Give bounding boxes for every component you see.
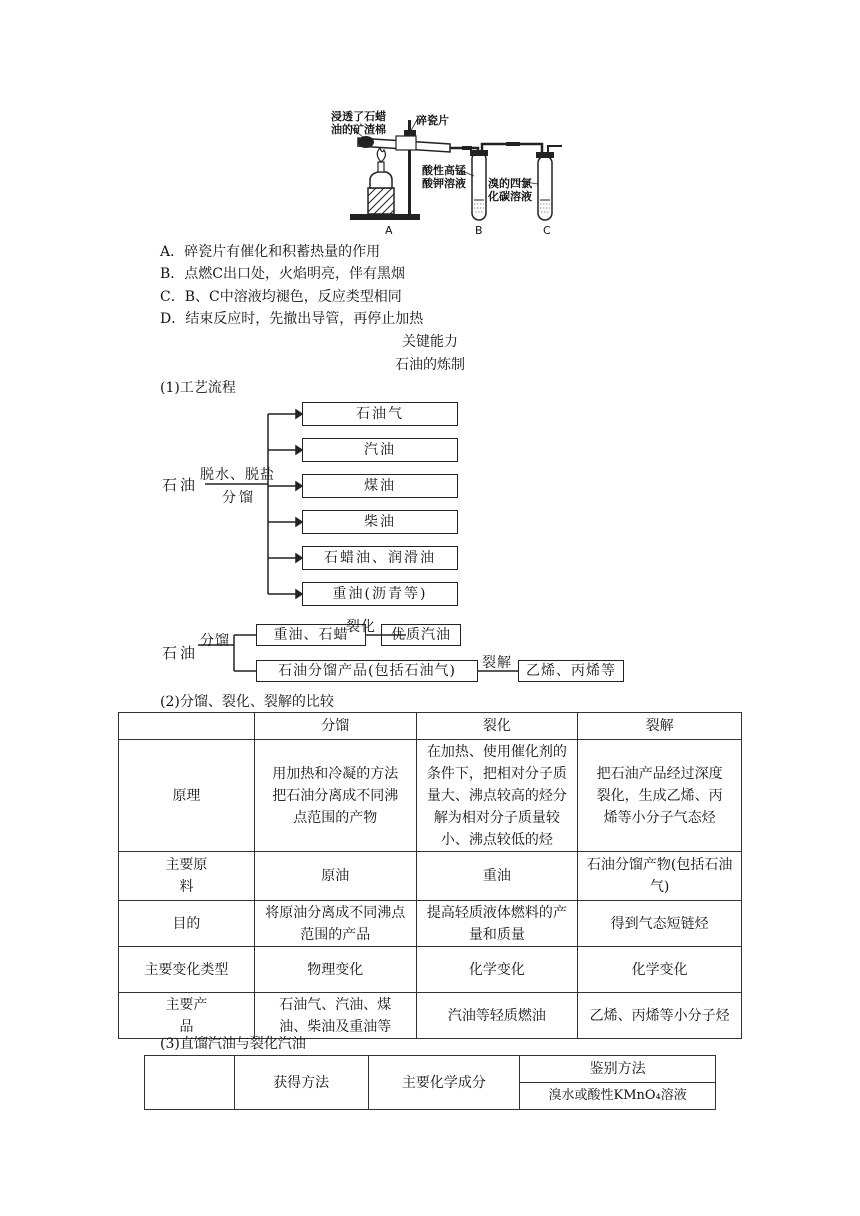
- table-row: [119, 740, 742, 852]
- table-header-cell: 鉴别方法: [520, 1056, 716, 1083]
- table-cell: 在加热、使用催化剂的条件下，把相对分子质量大、沸点较高的烃分解为相对分子质量较小、沸点较低的烃: [416, 740, 578, 852]
- table-header-cell: 主要化学成分: [368, 1056, 520, 1110]
- label-tag-b: B: [475, 224, 483, 237]
- table-header-cell: [145, 1056, 235, 1110]
- table-cell: 主要变化类型: [119, 947, 255, 993]
- table-cell: 石油分馏产物(包括石油气): [578, 852, 742, 901]
- flow2-branch1-process: 裂化: [346, 619, 376, 635]
- flow1-connectors: [160, 400, 470, 610]
- option-b: B．点燃C出口处，火焰明亮，伴有黑烟: [160, 266, 405, 282]
- table-header-cell: 获得方法: [234, 1056, 368, 1110]
- option-c: C．B、C中溶液均褪色，反应类型相同: [160, 289, 402, 305]
- table-cell: 化学变化: [416, 947, 578, 993]
- flow1-product-4: 柴油: [302, 510, 458, 534]
- part1-heading: (1)工艺流程: [160, 380, 236, 396]
- table-cell: 主要产品: [119, 993, 255, 1039]
- part3-heading: (3)直馏汽油与裂化汽油: [160, 1036, 306, 1052]
- table-cell: 汽油等轻质燃油: [416, 993, 578, 1039]
- flow1-source: 石油: [162, 476, 199, 494]
- table-cell: 化学变化: [578, 947, 742, 993]
- table-cell: 将原油分离成不同沸点范围的产品: [254, 901, 416, 947]
- flow2-source: 石油: [162, 644, 199, 662]
- table-cell: 目的: [119, 901, 255, 947]
- table-row: [119, 993, 742, 1039]
- section-subtitle: 石油的炼制: [395, 357, 465, 373]
- table-header-cell: 分馏: [254, 713, 416, 740]
- flow1-product-5: 石蜡油、润滑油: [302, 546, 458, 570]
- flow2-branch1-input: 重油、石蜡: [256, 624, 366, 646]
- table-cell: 主要原料: [119, 852, 255, 901]
- label-wool-line1: 浸透了石蜡: [331, 110, 386, 123]
- part2-heading: (2)分馏、裂化、裂解的比较: [160, 694, 334, 710]
- table-cell: 石油气、汽油、煤油、柴油及重油等: [254, 993, 416, 1039]
- table-cell: 把石油产品经过深度裂化，生成乙烯、丙烯等小分子气态烃: [578, 740, 742, 852]
- table-cell: 用加热和冷凝的方法把石油分离成不同沸点范围的产物: [254, 740, 416, 852]
- table-cell: 得到气态短链烃: [578, 901, 742, 947]
- label-tag-a: A: [385, 224, 393, 237]
- flow2-branch1-output: 优质汽油: [381, 624, 461, 646]
- table-header-cell: 裂化: [416, 713, 578, 740]
- flow1-arrow-top: 脱水、脱盐: [200, 467, 275, 483]
- table-header-cell: 溴水或酸性KMnO₄溶液: [520, 1083, 716, 1110]
- label-kmno4-line2: 酸钾溶液: [422, 177, 466, 190]
- table-header-row: [145, 1056, 716, 1083]
- flow2-branch2-output: 乙烯、丙烯等: [518, 660, 624, 682]
- label-bromine-line2: 化碳溶液: [488, 190, 532, 203]
- flow1-product-1: 石油气: [302, 402, 458, 426]
- table-cell: 提高轻质液体燃料的产量和质量: [416, 901, 578, 947]
- table-cell: 原油: [254, 852, 416, 901]
- gasoline-table: [144, 1055, 716, 1110]
- label-bromine-line1: 溴的四氯: [488, 177, 532, 190]
- table-row: [119, 852, 742, 901]
- table-cell: 重油: [416, 852, 578, 901]
- table-row: [119, 947, 742, 993]
- table-cell: 乙烯、丙烯等小分子烃: [578, 993, 742, 1039]
- label-wool-line2: 油的矿渣棉: [331, 123, 386, 136]
- table-header-cell: [119, 713, 255, 740]
- flow2-branch2-process: 裂解: [482, 655, 512, 671]
- flow1-product-2: 汽油: [302, 438, 458, 462]
- comparison-table: [118, 712, 742, 1039]
- table-cell: 物理变化: [254, 947, 416, 993]
- label-kmno4-line1: 酸性高锰: [422, 164, 466, 177]
- flow1-product-3: 煤油: [302, 474, 458, 498]
- option-a: A．碎瓷片有催化和积蓄热量的作用: [160, 244, 381, 260]
- flow1-product-6: 重油(沥青等): [302, 582, 458, 606]
- flow2-branch2-input: 石油分馏产品(包括石油气): [256, 660, 478, 682]
- option-d: D．结束反应时，先撤出导管，再停止加热: [160, 311, 424, 327]
- label-porcelain: 碎瓷片: [416, 114, 449, 127]
- section-title: 关键能力: [402, 334, 458, 350]
- table-header-cell: 裂解: [578, 713, 742, 740]
- table-row: [119, 901, 742, 947]
- table-header-row: [119, 713, 742, 740]
- flow1-arrow-bottom: 分馏: [222, 490, 256, 506]
- flow2-step: 分馏: [200, 633, 230, 649]
- table-cell: 原理: [119, 740, 255, 852]
- label-tag-c: C: [543, 224, 551, 237]
